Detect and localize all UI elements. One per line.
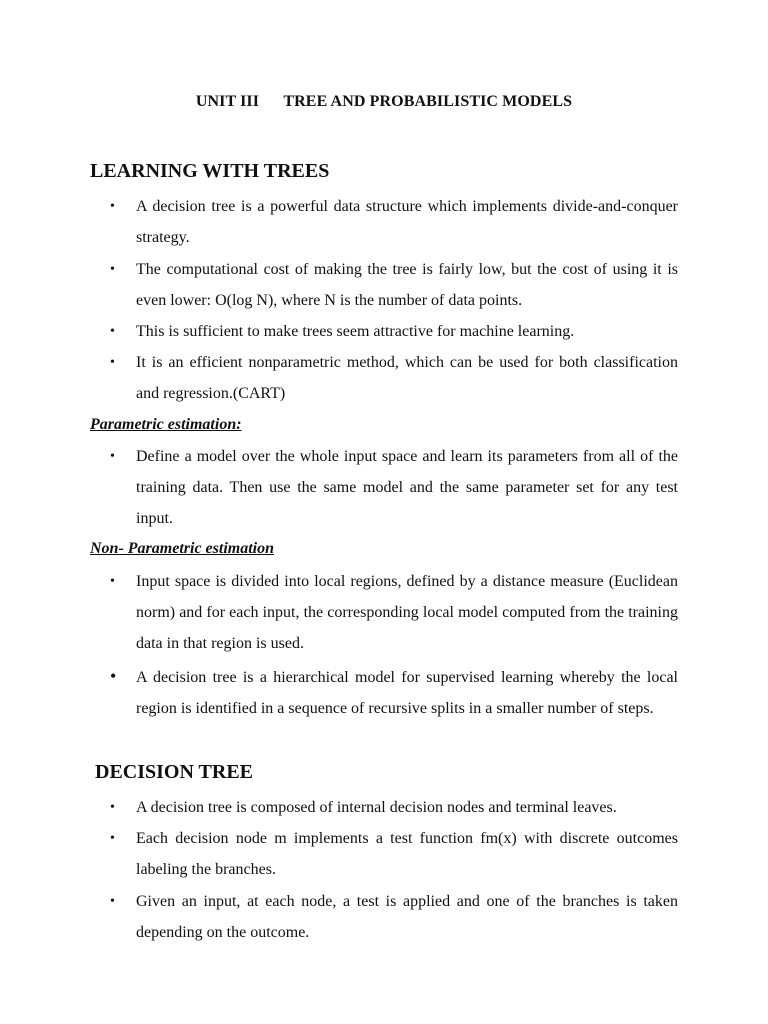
list-item [110, 662, 678, 724]
bullet-icon: • [110, 355, 115, 370]
list-item [110, 441, 678, 534]
unit-title: UNIT III TREE AND PROBABILISTIC MODELS [195, 93, 573, 110]
list-item [110, 347, 678, 409]
list-item [110, 254, 678, 316]
bullet-icon: • [110, 666, 117, 686]
bullet-text: A decision tree is composed of internal decision nodes and terminal leaves. [136, 799, 617, 816]
section-heading-learning-with-trees: LEARNING WITH TREES [90, 160, 330, 182]
bullet-icon: • [110, 324, 115, 339]
bullet-icon: • [110, 449, 115, 464]
bullet-icon: • [110, 199, 115, 214]
bullet-text: The computational cost of making the tree is fairly low, but the cost of using it is even lower: O(log N), where N is the number of data points. [136, 261, 678, 309]
bullet-icon: • [110, 262, 115, 277]
bullet-text: Input space is divided into local regions, defined by a distance measure (Euclidean norm) and for each input, the corresponding local model computed from the training data in that region is used. [136, 573, 678, 652]
list-item [110, 886, 678, 948]
bullet-text: This is sufficient to make trees seem attractive for machine learning. [136, 323, 575, 340]
list-item [110, 191, 678, 253]
bullet-text: Each decision node m implements a test function fm(x) with discrete outcomes labeling the branches. [136, 830, 678, 878]
list-item [110, 792, 678, 823]
bullet-icon: • [110, 831, 115, 846]
section-heading-decision-tree: DECISION TREE [95, 761, 254, 783]
bullet-text: A decision tree is a powerful data structure which implements divide-and-conquer strategy. [136, 198, 678, 246]
bullet-text: A decision tree is a hierarchical model for supervised learning whereby the local region is identified in a sequence of recursive splits in a smaller number of steps. [136, 669, 678, 717]
list-item [110, 823, 678, 885]
list-item [110, 316, 678, 347]
bullet-text: Given an input, at each node, a test is applied and one of the branches is taken depending on the outcome. [136, 893, 678, 941]
sub-heading-non-parametric-estimation: Non- Parametric estimation [90, 540, 274, 557]
bullet-icon: • [110, 574, 115, 589]
sub-heading-parametric-estimation: Parametric estimation: [90, 416, 242, 433]
bullet-icon: • [110, 894, 115, 909]
bullet-text: Define a model over the whole input space and learn its parameters from all of the training data. Then use the same model and the same parameter set for any test input. [136, 448, 678, 527]
bullet-icon: • [110, 800, 115, 815]
list-item [110, 566, 678, 659]
bullet-text: It is an efficient nonparametric method, which can be used for both classification and regression.(CART) [136, 354, 678, 402]
